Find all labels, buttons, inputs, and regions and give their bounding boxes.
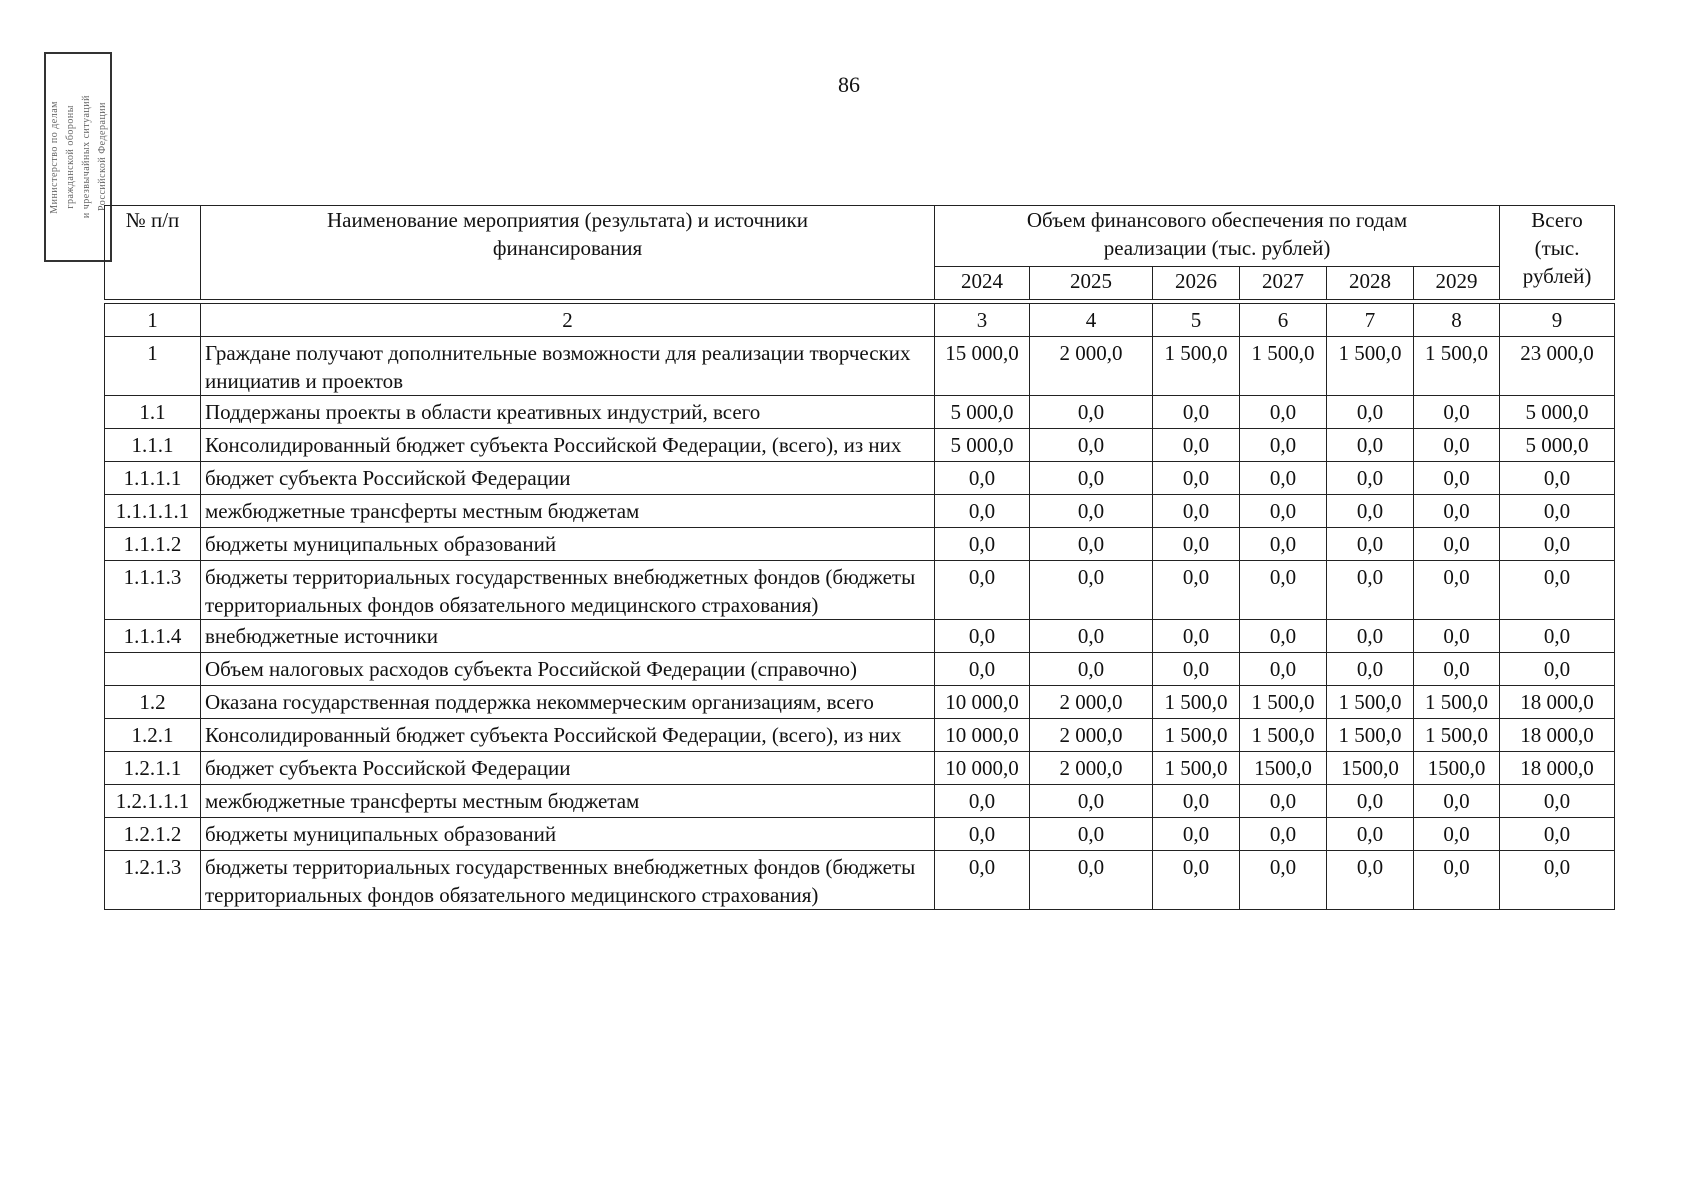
row-value: 0,0 (1240, 851, 1327, 910)
row-value: 0,0 (935, 495, 1030, 528)
header-total: Всего (тыс. рублей) (1500, 206, 1615, 300)
row-value: 0,0 (1414, 818, 1500, 851)
row-number: 1 (105, 337, 201, 396)
row-value: 0,0 (1500, 495, 1615, 528)
header-name: Наименование мероприятия (результата) и источники финансирования (201, 206, 935, 300)
header-num: № п/п (105, 206, 201, 300)
row-value: 0,0 (1414, 495, 1500, 528)
row-value: 0,0 (1327, 653, 1414, 686)
row-name: Консолидированный бюджет субъекта Российской Федерации, (всего), из них (201, 719, 935, 752)
row-name: бюджеты территориальных государственных внебюджетных фондов (бюджеты территориальных фондов обязательного медицинского страхования) (201, 851, 935, 910)
row-value: 0,0 (1414, 429, 1500, 462)
row-value: 0,0 (1030, 785, 1153, 818)
row-value: 0,0 (935, 528, 1030, 561)
row-value: 0,0 (1414, 653, 1500, 686)
row-value: 0,0 (1500, 528, 1615, 561)
row-value: 0,0 (1414, 528, 1500, 561)
row-value: 0,0 (1153, 495, 1240, 528)
column-number: 2 (201, 304, 935, 337)
table-row (105, 785, 1615, 818)
table-row (105, 620, 1615, 653)
row-value: 0,0 (1500, 785, 1615, 818)
row-value: 0,0 (1030, 528, 1153, 561)
row-value: 0,0 (1240, 495, 1327, 528)
row-value: 0,0 (1240, 561, 1327, 620)
row-name: межбюджетные трансферты местным бюджетам (201, 785, 935, 818)
row-value: 0,0 (1500, 462, 1615, 495)
stamp-line: и чрезвычайных ситуаций (80, 95, 92, 219)
row-value: 0,0 (1414, 851, 1500, 910)
row-value: 0,0 (1153, 653, 1240, 686)
row-value: 0,0 (935, 653, 1030, 686)
row-value: 1 500,0 (1414, 337, 1500, 396)
row-value: 0,0 (1153, 396, 1240, 429)
row-value: 23 000,0 (1500, 337, 1615, 396)
column-number: 7 (1327, 304, 1414, 337)
row-number: 1.2.1.3 (105, 851, 201, 910)
row-value: 0,0 (1500, 851, 1615, 910)
row-value: 1 500,0 (1153, 719, 1240, 752)
table-row (105, 561, 1615, 620)
row-value: 0,0 (1500, 620, 1615, 653)
column-number: 6 (1240, 304, 1327, 337)
row-value: 1 500,0 (1153, 752, 1240, 785)
row-value: 0,0 (1240, 620, 1327, 653)
row-number: 1.2.1.1.1 (105, 785, 201, 818)
stamp-line: Министерство по делам (48, 100, 60, 214)
row-value: 0,0 (1153, 620, 1240, 653)
row-value: 1 500,0 (1414, 719, 1500, 752)
row-value: 0,0 (1153, 851, 1240, 910)
row-value: 1 500,0 (1327, 686, 1414, 719)
row-value: 0,0 (1414, 561, 1500, 620)
row-value: 0,0 (1240, 653, 1327, 686)
row-name: Граждане получают дополнительные возможности для реализации творческих инициатив и проектов (201, 337, 935, 396)
row-value: 2 000,0 (1030, 752, 1153, 785)
row-value: 0,0 (935, 561, 1030, 620)
row-number: 1.1.1 (105, 429, 201, 462)
header-year: 2028 (1327, 267, 1414, 300)
row-value: 2 000,0 (1030, 719, 1153, 752)
row-number: 1.1.1.3 (105, 561, 201, 620)
row-name: бюджеты муниципальных образований (201, 528, 935, 561)
financing-table (104, 303, 1615, 910)
column-number-row (105, 304, 1615, 337)
row-number: 1.2.1.2 (105, 818, 201, 851)
row-value: 1 500,0 (1240, 719, 1327, 752)
row-value: 0,0 (1414, 620, 1500, 653)
row-value: 0,0 (1327, 620, 1414, 653)
row-number: 1.1.1.2 (105, 528, 201, 561)
table-row (105, 462, 1615, 495)
header-year: 2029 (1414, 267, 1500, 300)
row-value: 18 000,0 (1500, 686, 1615, 719)
row-value: 0,0 (1327, 429, 1414, 462)
row-value: 5 000,0 (935, 396, 1030, 429)
row-value: 0,0 (1327, 851, 1414, 910)
column-number: 4 (1030, 304, 1153, 337)
row-name: бюджеты муниципальных образований (201, 818, 935, 851)
row-value: 0,0 (1414, 462, 1500, 495)
table-row (105, 396, 1615, 429)
row-value: 1 500,0 (1153, 337, 1240, 396)
table-row (105, 429, 1615, 462)
row-value: 0,0 (1500, 653, 1615, 686)
header-year: 2027 (1240, 267, 1327, 300)
row-number: 1.1.1.1 (105, 462, 201, 495)
row-value: 0,0 (1327, 495, 1414, 528)
row-number: 1.1.1.4 (105, 620, 201, 653)
row-value: 0,0 (1240, 429, 1327, 462)
row-value: 0,0 (935, 785, 1030, 818)
row-value: 0,0 (1327, 561, 1414, 620)
row-number: 1.2.1 (105, 719, 201, 752)
row-value: 0,0 (1414, 785, 1500, 818)
table-row (105, 528, 1615, 561)
row-value: 1500,0 (1240, 752, 1327, 785)
row-value: 0,0 (935, 818, 1030, 851)
stamp-line: гражданской обороны (64, 105, 76, 209)
row-value: 5 000,0 (935, 429, 1030, 462)
row-value: 0,0 (1327, 396, 1414, 429)
row-number: 1.2 (105, 686, 201, 719)
row-number: 1.1 (105, 396, 201, 429)
row-value: 1 500,0 (1327, 337, 1414, 396)
row-value: 0,0 (1240, 528, 1327, 561)
table-row (105, 851, 1615, 910)
row-value: 0,0 (1030, 429, 1153, 462)
row-value: 0,0 (935, 462, 1030, 495)
row-value: 0,0 (1153, 785, 1240, 818)
row-value: 1 500,0 (1240, 337, 1327, 396)
row-number (105, 653, 201, 686)
registration-stamp (44, 52, 112, 262)
row-value: 0,0 (1327, 528, 1414, 561)
row-value: 0,0 (1030, 818, 1153, 851)
row-name: межбюджетные трансферты местным бюджетам (201, 495, 935, 528)
row-name: Поддержаны проекты в области креативных индустрий, всего (201, 396, 935, 429)
page-number: 86 (838, 72, 860, 97)
column-number: 9 (1500, 304, 1615, 337)
header-year: 2024 (935, 267, 1030, 300)
header-year: 2025 (1030, 267, 1153, 300)
row-value: 0,0 (1500, 818, 1615, 851)
column-number: 3 (935, 304, 1030, 337)
stamp-line: Российской Федерации (96, 102, 108, 212)
row-value: 0,0 (1153, 528, 1240, 561)
row-value: 0,0 (1030, 851, 1153, 910)
row-value: 10 000,0 (935, 719, 1030, 752)
row-value: 0,0 (1153, 462, 1240, 495)
row-value: 1500,0 (1327, 752, 1414, 785)
table-header (104, 205, 1615, 300)
row-value: 0,0 (1153, 818, 1240, 851)
row-value: 1 500,0 (1240, 686, 1327, 719)
row-value: 0,0 (1030, 653, 1153, 686)
row-value: 0,0 (1030, 620, 1153, 653)
row-value: 0,0 (1153, 429, 1240, 462)
row-value: 2 000,0 (1030, 686, 1153, 719)
row-value: 0,0 (1030, 561, 1153, 620)
table-row (105, 495, 1615, 528)
row-name: Оказана государственная поддержка некоммерческим организациям, всего (201, 686, 935, 719)
table-row (105, 719, 1615, 752)
row-value: 10 000,0 (935, 686, 1030, 719)
row-value: 2 000,0 (1030, 337, 1153, 396)
row-value: 0,0 (935, 851, 1030, 910)
row-value: 18 000,0 (1500, 719, 1615, 752)
table-row (105, 752, 1615, 785)
row-name: внебюджетные источники (201, 620, 935, 653)
row-value: 1500,0 (1414, 752, 1500, 785)
row-value: 0,0 (1327, 462, 1414, 495)
row-value: 10 000,0 (935, 752, 1030, 785)
table-row (105, 653, 1615, 686)
row-value: 0,0 (1327, 818, 1414, 851)
row-value: 0,0 (1030, 462, 1153, 495)
row-value: 0,0 (1240, 462, 1327, 495)
row-value: 5 000,0 (1500, 429, 1615, 462)
row-value: 0,0 (1030, 396, 1153, 429)
table-row (105, 818, 1615, 851)
row-name: бюджет субъекта Российской Федерации (201, 462, 935, 495)
row-value: 5 000,0 (1500, 396, 1615, 429)
table-row (105, 337, 1615, 396)
row-value: 1 500,0 (1414, 686, 1500, 719)
column-number: 8 (1414, 304, 1500, 337)
row-value: 15 000,0 (935, 337, 1030, 396)
row-value: 0,0 (1240, 396, 1327, 429)
row-name: бюджеты территориальных государственных внебюджетных фондов (бюджеты территориальных фондов обязательного медицинского страхования) (201, 561, 935, 620)
column-number: 5 (1153, 304, 1240, 337)
row-value: 1 500,0 (1153, 686, 1240, 719)
table-row (105, 686, 1615, 719)
row-name: Консолидированный бюджет субъекта Российской Федерации, (всего), из них (201, 429, 935, 462)
row-value: 0,0 (1327, 785, 1414, 818)
row-value: 1 500,0 (1327, 719, 1414, 752)
row-value: 0,0 (1240, 818, 1327, 851)
column-number: 1 (105, 304, 201, 337)
row-name: бюджет субъекта Российской Федерации (201, 752, 935, 785)
header-volume: Объем финансового обеспечения по годам реализации (тыс. рублей) (935, 206, 1500, 267)
row-value: 0,0 (1500, 561, 1615, 620)
row-value: 0,0 (1414, 396, 1500, 429)
row-value: 0,0 (1030, 495, 1153, 528)
row-value: 0,0 (1240, 785, 1327, 818)
row-number: 1.1.1.1.1 (105, 495, 201, 528)
row-number: 1.2.1.1 (105, 752, 201, 785)
row-name: Объем налоговых расходов субъекта Российской Федерации (справочно) (201, 653, 935, 686)
row-value: 0,0 (935, 620, 1030, 653)
row-value: 18 000,0 (1500, 752, 1615, 785)
row-value: 0,0 (1153, 561, 1240, 620)
header-year: 2026 (1153, 267, 1240, 300)
